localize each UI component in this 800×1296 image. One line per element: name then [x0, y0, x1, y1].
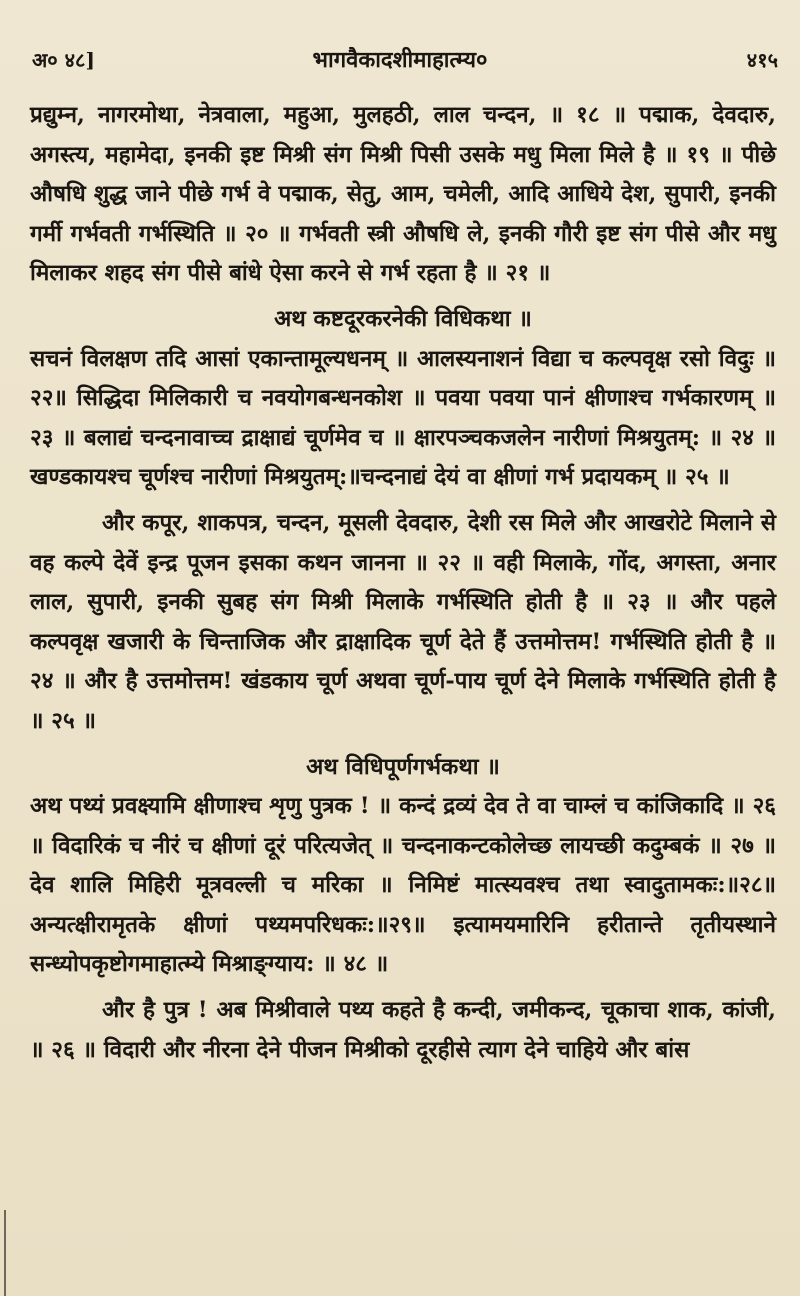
verse-paragraph: अथ पथ्यं प्रवक्ष्यामि क्षीणाश्च शृणु पुत्रक ! ॥ कन्दं द्रव्यं देव ते वा चाम्लं च कांजिकादि ॥ २६ ॥ विदारिकं च नीरं च क्षीणां दूरं परित्यजेत् ॥ चन्दनाकन्टकोलेच्छ लायच्छी कदुम्बकं ॥ २७ ॥ देव शालि मिहिरी मूत्रवल्ली च मरिका ॥ निमिष्टं मात्स्यवश्च तथा स्वादुतामकः:॥२८॥ अन्यत्क्षीरामृतके क्षीणां पथ्यमपरिधकः:॥२९॥ इत्यामयमारिनि हरीतान्ते तृतीयस्थाने सन्ध्योपकृष्टोगमाहात्म्ये मिश्राङ्ग्याय: ॥ ४८ ॥ — [30, 793, 776, 978]
section-heading: अथ कष्टदूरकरनेकी विधिकथा ॥ — [274, 305, 532, 332]
page-edge-rule — [4, 1210, 6, 1296]
body-text — [30, 96, 776, 1070]
chapter-number: अ० ४८] — [32, 48, 95, 72]
verse-paragraph: सचनं विलक्षण तदि आसां एकान्तामूल्यधनम् ॥ आलस्यनाशनं विद्या च कल्पवृक्ष रसो विदुः ॥२२॥ सिद्धिदा मिलिकारी च नवयोगबन्धनकोश ॥ पवया पवया पानं क्षीणाश्च गर्भकारणम् ॥ २३ ॥ बलाद्यं चन्दनावाच्च द्राक्षाद्यं चूर्णमेव च ॥ क्षारपञ्चकजलेन नारीणां मिश्रयुतम्: ॥ २४ ॥ खण्डकायश्च चूर्णश्च नारीणां मिश्रयुतम्:॥चन्दनाद्यं देयं वा क्षीणां गर्भ प्रदायकम् ॥ २५ ॥ — [30, 345, 776, 491]
page-number: ४१५ — [746, 48, 778, 72]
commentary-paragraph: और है पुत्र ! अब मिश्रीवाले पथ्य कहते है कन्दी, जमीकन्द, चूकाचा शाक, कांजी, ॥ २६ ॥ विदारी और नीरना देने पीजन मिश्रीको दूरहीसे त्याग देने चाहिये और बांस — [30, 997, 776, 1063]
page-header — [0, 40, 800, 86]
section-heading: अथ विधिपूर्णगर्भकथा ॥ — [306, 753, 500, 780]
verse-paragraph: प्रद्युम्न, नागरमोथा, नेत्रवाला, महुआ, मुलहठी, लाल चन्दन, ॥ १८ ॥ पद्माक, देवदारु, अगस्त्य, महामेदा, इनकी इष्ट मिश्री संग मिश्री पिसी उसके मधु मिला मिले है ॥ १९ ॥ पीछे औषधि शुद्ध जाने पीछे गर्भ वे पद्माक, सेतु, आम, चमेली, आदि आधिये देश, सुपारी, इनकी गर्मी गर्भवती गर्भस्थिति ॥ २० ॥ गर्भवती स्त्री औषधि ले, इनकी गौरी इष्ट संग पीसे और मधु मिलाकर शहद संग पीसे बांधे ऐसा करने से गर्भ रहता है ॥ २१ ॥ — [30, 102, 776, 287]
commentary-paragraph: और कपूर, शाकपत्र, चन्दन, मूसली देवदारु, देशी रस मिले और आखरोटे मिलाने से वह कल्पे देवें इन्द्र पूजन इसका कथन जानना ॥ २२ ॥ वही मिलाके, गोंद, अगस्ता, अनार लाल, सुपारी, इनकी सुबह संग मिश्री मिलाके गर्भस्थिति होती है ॥ २३ ॥ और पहले कल्पवृक्ष खजारी के चिन्ताजिक और द्राक्षादिक चूर्ण देते हैं उत्तमोत्तम! गर्भस्थिति होती है ॥ २४ ॥ और है उत्तमोत्तम! खंडकाय चूर्ण अथवा चूर्ण-पाय चूर्ण देने मिलाके गर्भस्थिति होती है ॥ २५ ॥ — [30, 509, 776, 734]
running-title: भागवैकादशीमाहात्म्य० — [312, 47, 488, 73]
